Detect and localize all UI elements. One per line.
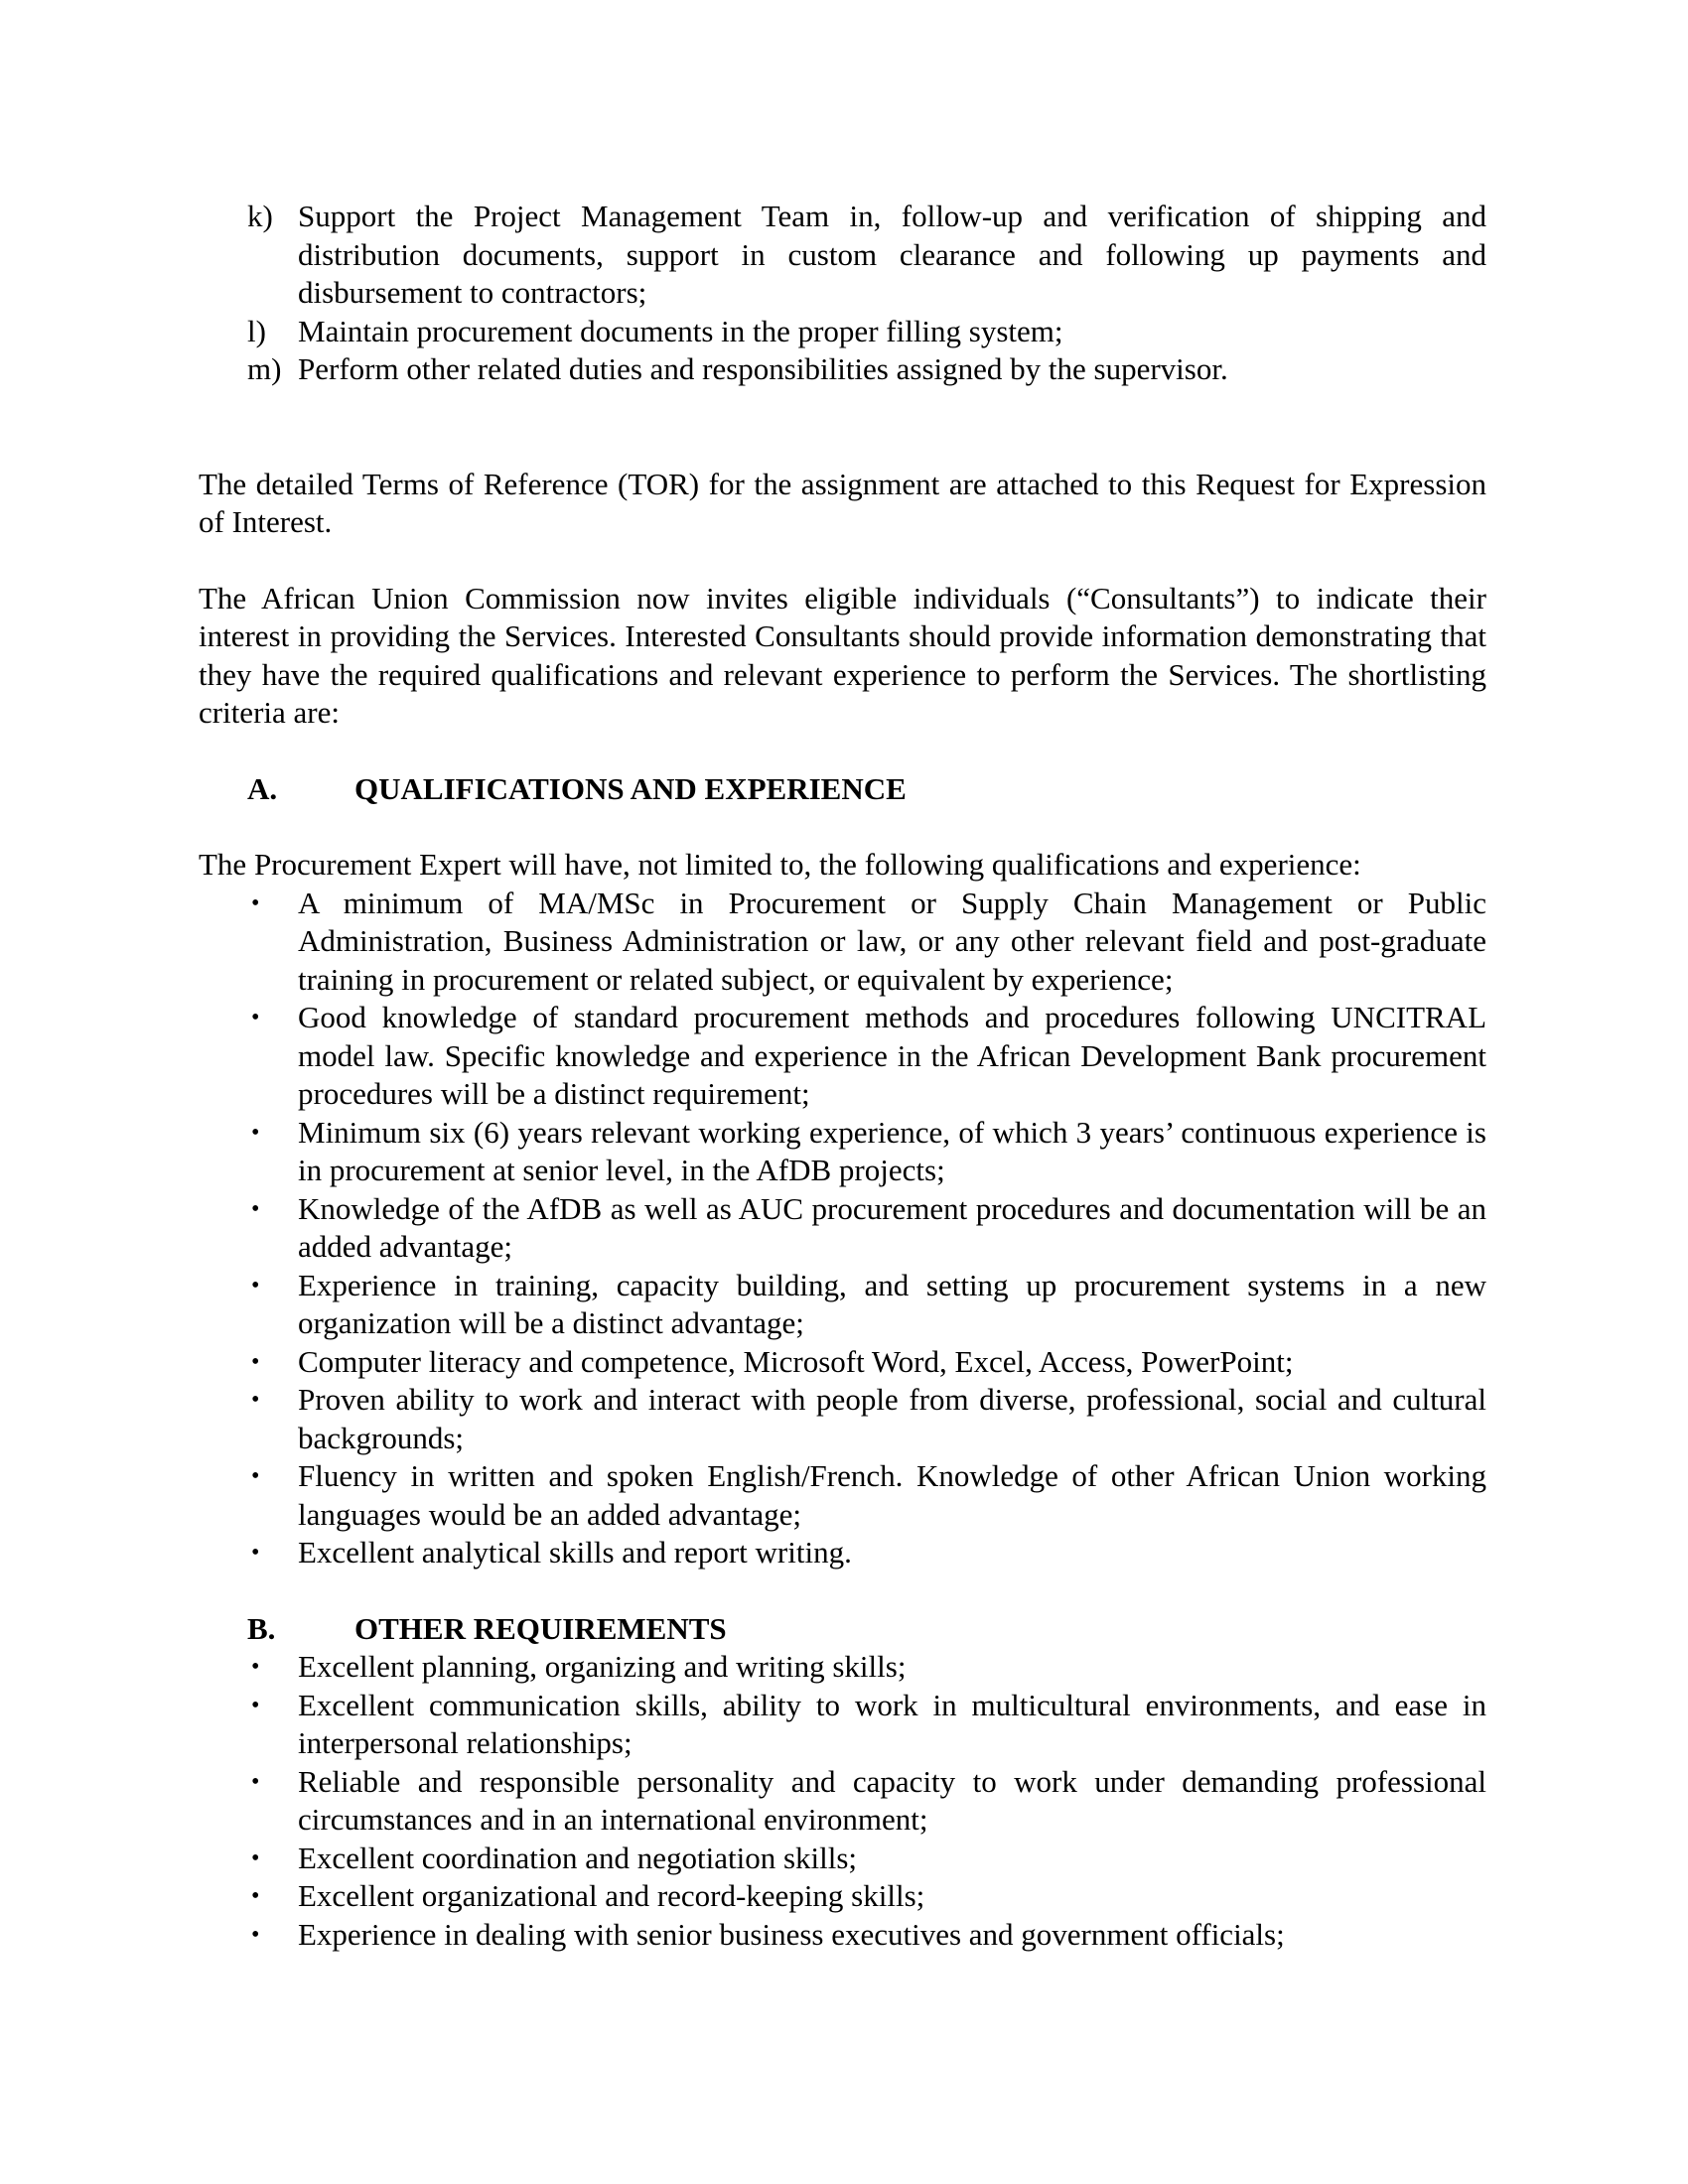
list-item <box>199 313 1486 351</box>
section-a-title: QUALIFICATIONS AND EXPERIENCE <box>354 770 907 806</box>
list-item <box>199 1687 1486 1763</box>
item-text: Excellent analytical skills and report writing. <box>298 1535 852 1570</box>
item-text: Good knowledge of standard procurement methods and procedures following UNCITRAL model law. Specific knowledge and experience in the African Development Bank procurement procedures will be a distinct requirement; <box>298 1000 1486 1111</box>
bullet-icon: • <box>251 1768 260 1795</box>
bullet-icon: • <box>251 1540 260 1566</box>
bullet-icon: • <box>251 1692 260 1718</box>
item-text: Proven ability to work and interact with people from diverse, professional, social and cultural backgrounds; <box>298 1382 1486 1455</box>
section-b-title: OTHER REQUIREMENTS <box>354 1610 727 1646</box>
bullet-icon: • <box>251 1844 260 1871</box>
item-text: Reliable and responsible personality and capacity to work under demanding professional circumstances and in an international environment; <box>298 1763 1486 1837</box>
item-text: Experience in dealing with senior business executives and government officials; <box>298 1916 1285 1952</box>
bullet-icon: • <box>251 1463 260 1489</box>
item-text: Perform other related duties and responsibilities assigned by the supervisor. <box>298 351 1228 386</box>
other-requirements-list <box>199 1648 1486 1954</box>
invite-paragraph: The African Union Commission now invites eligible individuals (“Consultants”) to indicate their interest in providing the Services. Interested Consultants should provide information demonstrating that they have the required qualifications and relevant experience to perform the Services. The shortlisting criteria are: <box>199 580 1486 730</box>
section-b-heading <box>199 1610 1486 1649</box>
section-a-intro: The Procurement Expert will have, not limited to, the following qualifications and experience: <box>199 847 1361 882</box>
item-text: Maintain procurement documents in the proper filling system; <box>298 313 1063 348</box>
list-item <box>199 1840 1486 1878</box>
bullet-icon: • <box>251 1921 260 1948</box>
list-item <box>199 885 1486 1000</box>
item-text: Computer literacy and competence, Microsoft Word, Excel, Access, PowerPoint; <box>298 1343 1294 1379</box>
list-item <box>199 1343 1486 1382</box>
continuation-list <box>199 198 1486 389</box>
list-item <box>199 1877 1486 1916</box>
bullet-icon: • <box>251 1195 260 1222</box>
section-a-heading <box>199 770 1486 809</box>
item-text: Support the Project Management Team in, follow-up and verification of shipping and distribution documents, support in custom clearance and following up payments and disbursement to contractors; <box>298 199 1486 310</box>
list-item <box>199 1648 1486 1687</box>
item-text: Minimum six (6) years relevant working experience, of which 3 years’ continuous experience is in procurement at senior level, in the AfDB projects; <box>298 1114 1486 1187</box>
list-item <box>199 999 1486 1114</box>
section-a-letter: A. <box>247 770 278 806</box>
list-item <box>199 1190 1486 1267</box>
list-item <box>199 1267 1486 1343</box>
item-text: Excellent communication skills, ability to work in multicultural environments, and ease in interpersonal relationships; <box>298 1687 1486 1760</box>
bullet-icon: • <box>251 1119 260 1146</box>
bullet-icon: • <box>251 1272 260 1298</box>
bullet-icon: • <box>251 1883 260 1909</box>
item-marker: k) <box>247 199 273 233</box>
list-item <box>199 1763 1486 1840</box>
section-b-letter: B. <box>247 1610 276 1646</box>
item-text: Excellent coordination and negotiation skills; <box>298 1840 858 1875</box>
item-text: Fluency in written and spoken English/French. Knowledge of other African Union working languages would be an added advantage; <box>298 1458 1486 1532</box>
document-page <box>199 198 1486 1954</box>
bullet-icon: • <box>251 1005 260 1030</box>
bullet-icon: • <box>251 1387 260 1413</box>
item-marker: m) <box>247 351 282 386</box>
list-item <box>199 1114 1486 1190</box>
item-text: Excellent organizational and record-keeping skills; <box>298 1878 925 1913</box>
bullet-icon: • <box>251 1348 260 1375</box>
item-text: Knowledge of the AfDB as well as AUC procurement procedures and documentation will be an added advantage; <box>298 1190 1486 1264</box>
list-item <box>199 350 1486 389</box>
list-item <box>199 198 1486 313</box>
item-marker: l) <box>247 313 266 348</box>
list-item <box>199 1916 1486 1955</box>
item-text: Experience in training, capacity building, and setting up procurement systems in a new organization will be a distinct advantage; <box>298 1267 1486 1340</box>
list-item <box>199 1381 1486 1457</box>
item-text: Excellent planning, organizing and writing skills; <box>298 1649 907 1684</box>
bullet-icon: • <box>251 889 260 916</box>
list-item <box>199 1534 1486 1572</box>
list-item <box>199 1457 1486 1534</box>
bullet-icon: • <box>251 1654 260 1680</box>
tor-paragraph: The detailed Terms of Reference (TOR) for the assignment are attached to this Request for Expression of Interest. <box>199 466 1486 539</box>
item-text: A minimum of MA/MSc in Procurement or Supply Chain Management or Public Administration, Business Administration or law, or any other relevant field and post-graduate training in procurement or related subject, or equivalent by experience; <box>298 885 1486 997</box>
qualifications-list <box>199 885 1486 1572</box>
